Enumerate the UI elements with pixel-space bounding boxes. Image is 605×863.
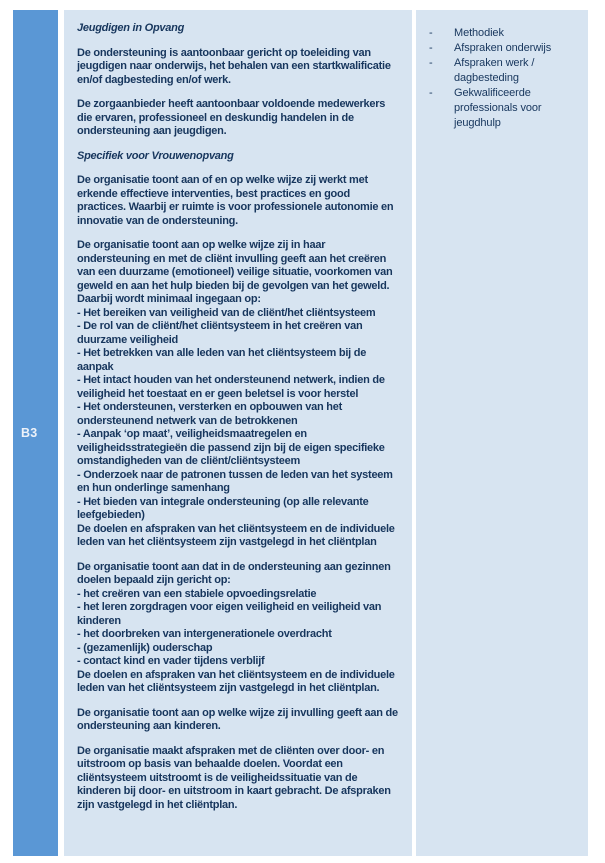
- list-line: - Aanpak ‘op maat’, veiligheidsmaatregelen en veiligheidsstrategieën die passend zijn bij de eigen specifieke omstandigheden van de cliënt/cliëntsysteem: [77, 428, 385, 467]
- paragraph-line: De doelen en afspraken van het cliëntsysteem en de individuele leden van het cliëntsysteem zijn vastgelegd in het cliëntplan: [77, 522, 395, 548]
- list-item: [429, 26, 580, 41]
- criterion-description-cell: [64, 10, 412, 856]
- paragraph: De ondersteuning is aantoonbaar gericht op toeleiding van jeugdigen naar onderwijs, het behalen van een startkwalificatie en/of dagbesteding en/of werk.: [77, 46, 391, 86]
- dash-bullet: -: [429, 87, 433, 99]
- dash-bullet: -: [429, 57, 433, 69]
- paragraph-line: De organisatie toont aan dat in de ondersteuning aan gezinnen doelen bepaald zijn gericht op:: [77, 560, 391, 586]
- dash-bullet: -: [429, 42, 433, 54]
- dash-bullet: -: [429, 27, 433, 39]
- paragraph: De organisatie maakt afspraken met de cliënten over door- en uitstroom op basis van behaalde doelen. Voordat een cliëntsysteem uitstroomt is de veiligheidssituatie van de kinderen bij door- en uitstroom in kaart gebracht. De afspraken zijn vastgelegd in het cliëntplan.: [77, 744, 391, 811]
- list-line: - Het bereiken van veiligheid van de cliënt/het cliëntsysteem: [77, 306, 376, 319]
- section-heading: Jeugdigen in Opvang: [77, 22, 185, 34]
- list-item: [429, 41, 580, 56]
- paragraph: De organisatie toont aan of en op welke wijze zij werkt met erkende effectieve interventies, best practices en good practices. Waarbij er ruimte is voor professionele autonomie en innovatie van de ondersteuning.: [77, 174, 394, 227]
- row-id-cell: [13, 10, 58, 856]
- list-line: - Het intact houden van het ondersteunend netwerk, indien de veiligheid het toestaat en er geen beletsel is voor herstel: [77, 374, 385, 400]
- section-heading: Specifiek voor Vrouwenopvang: [77, 149, 234, 162]
- paragraph: De organisatie toont aan op welke wijze zij invulling geeft aan de ondersteuning aan kinderen.: [77, 706, 398, 732]
- criterion-requirements-cell: [416, 10, 588, 856]
- list-line: - De rol van de cliënt/het cliëntsysteem in het creëren van duurzame veiligheid: [77, 320, 363, 346]
- list-item-label: Gekwalificeerde professionals voor jeugdhulp: [454, 87, 542, 129]
- list-line: - Onderzoek naar de patronen tussen de leden van het systeem en hun onderlinge samenhang: [77, 468, 393, 494]
- paragraph-line: De organisatie toont aan op welke wijze zij in haar ondersteuning en met de cliënt invulling geeft aan het creëren van een duurzame (emotioneel) veilige situatie, voorkomen van geweld en aan het hulp bieden bij de gevolgen van het geweld. Daarbij wordt minimaal ingegaan op:: [77, 239, 393, 305]
- list-item-label: Afspraken werk / dagbesteding: [454, 57, 535, 84]
- paragraph-line: De doelen en afspraken van het cliëntsysteem en de individuele leden van het cliëntsysteem zijn vastgelegd in het cliëntplan.: [77, 668, 395, 694]
- list-item-label: Methodiek: [454, 27, 504, 39]
- list-line: - Het bieden van integrale ondersteuning (op alle relevante leefgebieden): [77, 495, 369, 521]
- list-line: - het leren zorgdragen voor eigen veiligheid en veiligheid van kinderen: [77, 601, 382, 627]
- paragraph-with-list: [77, 239, 400, 550]
- list-item: [429, 86, 580, 131]
- list-item: [429, 56, 580, 86]
- list-line: - het doorbreken van intergenerationele overdracht: [77, 628, 332, 640]
- list-item-label: Afspraken onderwijs: [454, 42, 552, 54]
- criteria-table-row: [13, 10, 588, 856]
- paragraph: De zorgaanbieder heeft aantoonbaar voldoende medewerkers die ervaren, professioneel en deskundig handelen in de ondersteuning aan jeugdigen.: [77, 98, 386, 137]
- list-line: - het creëren van een stabiele opvoedingsrelatie: [77, 587, 317, 600]
- list-line: - Het betrekken van alle leden van het cliëntsysteem bij de aanpak: [77, 347, 367, 373]
- list-line: - Het ondersteunen, versterken en opbouwen van het ondersteunend netwerk van de betrokkenen: [77, 401, 342, 427]
- list-line: - contact kind en vader tijdens verblijf: [77, 655, 265, 667]
- list-line: - (gezamenlijk) ouderschap: [77, 641, 213, 654]
- row-id-label: B3: [21, 426, 38, 440]
- paragraph-with-list: [77, 561, 400, 696]
